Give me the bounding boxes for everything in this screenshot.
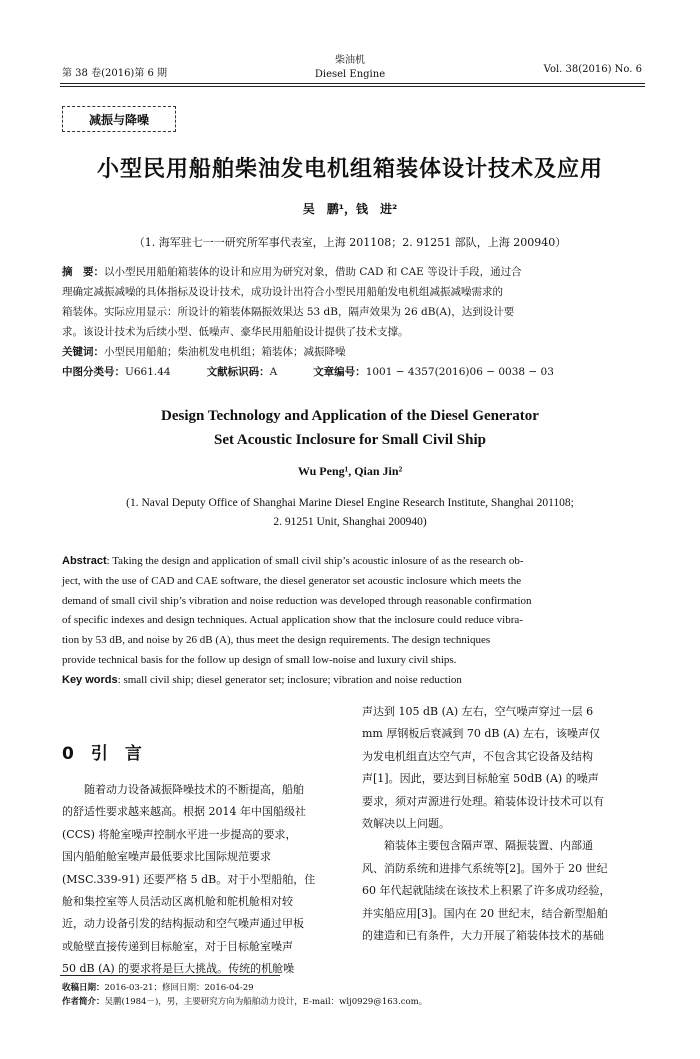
doc-code-value: A [269, 366, 278, 378]
authors-en: Wu Peng¹, Qian Jin² [297, 464, 403, 478]
body-line: 舱和集控室等人员活动区离机舱和舵机舱相对较 [62, 895, 293, 909]
body-line: (MSC.339-91) 还要严格 5 dB。对于小型船舶，住 [62, 872, 316, 886]
footnote [62, 981, 427, 1009]
journal-issue-cn: 第 38 卷(2016)第 6 期 [62, 68, 168, 79]
section-tag: 减振与降噪 [62, 106, 176, 132]
header-rule [60, 83, 645, 84]
abstract-cn-label: 摘 要： [62, 266, 104, 278]
body-line: 50 dB (A) 的要求将是巨大挑战。传统的机舱噪 [62, 962, 295, 976]
keywords-en: : small civil ship; diesel generator set; inclosure; vibration and noise reduction [117, 673, 462, 686]
body-line: mm 厚钢板后衰减到 70 dB (A) 左右，该噪声仅 [362, 727, 600, 741]
author-bio-label: 作者简介： [62, 997, 105, 1007]
body-line: 近，动力设备引发的结构振动和空气噪声通过甲板 [62, 917, 304, 931]
abstract-en-line: demand of small civil ship’s vibration and noise reduction was developed through reasonable confirmation [62, 594, 532, 607]
body-line: 效解决以上问题。 [362, 817, 450, 831]
dates-label: 收稿日期： [62, 983, 105, 993]
abstract-en [62, 552, 644, 691]
body-line: 随着动力设备减振降噪技术的不断提高，船舶 [62, 783, 304, 796]
paper-title-cn: 小型民用船舶柴油发电机组箱装体设计技术及应用 [96, 157, 603, 182]
abstract-cn-line: 以小型民用船舶箱装体的设计和应用为研究对象，借助 CAD 和 CAE 等设计手段，通过合 [104, 266, 522, 278]
clc-label: 中图分类号： [62, 366, 125, 378]
body-line: 60 年代起就陆续在该技术上积累了许多成功经验， [362, 884, 611, 898]
abstract-en-line: tion by 53 dB, and noise by 26 dB (A), thus meet the design requirements. The design techniques [62, 634, 491, 647]
keywords-cn-label: 关键词： [62, 346, 104, 358]
affiliation-en [0, 494, 700, 532]
doc-code-label: 文献标识码： [206, 366, 270, 378]
body-line: 要求，须对声源进行处理。箱装体设计技术可以有 [362, 794, 604, 808]
body-line: 声达到 105 dB (A) 左右，空气噪声穿过一层 6 [362, 705, 594, 718]
abstract-cn-line: 箱装体。实际应用显示：所设计的箱装体隔振效果达 53 dB，隔声效果为 26 dB(A)，达到设计要 [62, 306, 515, 318]
journal-name-cn: 柴油机 [335, 55, 365, 66]
body-right-column [362, 701, 646, 947]
body-line: 国内船舶舱室噪声最低要求比国际规范要求 [62, 850, 271, 864]
body-line: 风、消防系统和进排气系统等[2]。国外于 20 世纪 [362, 861, 608, 875]
abstract-en-line: ject, with the use of CAD and CAE software, the diesel generator set acoustic inclosure which meets the [62, 574, 522, 587]
body-line: 为发电机组直达空气声，不包含其它设备及结构 [362, 749, 593, 763]
body-left-column [62, 735, 346, 981]
body-line: 的建造和已有条件，大力开展了箱装体技术的基础 [362, 929, 604, 943]
title-en-line: Design Technology and Application of the Diesel Generator [161, 408, 539, 424]
affiliation-cn: （1. 海军驻七一一研究所军事代表室，上海 201108；2. 91251 部队，上海 200940） [133, 236, 567, 249]
keywords-cn: 小型民用船舶；柴油机发电机组；箱装体；减振降噪 [104, 346, 346, 358]
body-line: 并实船应用[3]。国内在 20 世纪末，结合新型船舶 [362, 906, 608, 920]
affiliation-en-line: 2. 91251 Unit, Shanghai 200940) [273, 516, 427, 528]
paper-title-en [0, 404, 700, 452]
abstract-en-label: Abstract [62, 555, 107, 567]
header-rule-2 [60, 86, 645, 87]
dates: 2016-03-21；修回日期：2016-04-29 [104, 983, 254, 993]
article-no-value: 1001 − 4357(2016)06 − 0038 − 03 [365, 366, 554, 378]
title-en-line: Set Acoustic Inclosure for Small Civil Ship [214, 432, 486, 448]
body-line: 或舱壁直接传递到目标舱室，对于目标舱室噪声 [62, 939, 293, 953]
footnote-rule [60, 975, 280, 976]
clc-value: U661.44 [125, 366, 171, 378]
abstract-en-line: provide technical basis for the follow up design of small low-noise and luxury civil ships. [62, 653, 457, 666]
author-bio: 吴鹏(1984－)，男，主要研究方向为船舶动力设计，E-mail：wlj0929@163.com。 [104, 997, 428, 1007]
abstract-en-line: : Taking the design and application of small civil ship’s acoustic inlosure of as the research ob- [106, 555, 524, 567]
body-line: 声[1]。因此，要达到目标舱室 50dB (A) 的噪声 [362, 772, 599, 786]
body-line: 箱装体主要包含隔声罩、隔振装置、内部通 [362, 839, 593, 853]
body-line: 的舒适性要求越来越高。根据 2014 年中国船级社 [62, 805, 306, 819]
abstract-cn-line: 理确定减振减噪的具体指标及设计技术，成功设计出符合小型民用船舶发电机组减振减噪需求的 [62, 286, 503, 298]
journal-name-en: Diesel Engine [314, 69, 386, 80]
abstract-en-line: of specific indexes and design techniques. Actual application show that the inclosure could reduce vibra- [62, 614, 523, 627]
abstract-cn-line: 求。该设计技术为后续小型、低噪声、豪华民用船舶设计提供了技术支撑。 [62, 326, 409, 338]
section-heading: 0 引 言 [62, 744, 142, 764]
authors-cn: 吴 鹏¹，钱 进² [302, 202, 398, 216]
article-no-label: 文章编号： [313, 366, 366, 378]
classification-line [62, 362, 644, 382]
body-line: (CCS) 将舱室噪声控制水平进一步提高的要求， [62, 827, 297, 841]
affiliation-en-line: (1. Naval Deputy Office of Shanghai Marine Diesel Engine Research Institute, Shanghai 201108; [126, 497, 574, 509]
keywords-en-label: Key words [62, 673, 118, 686]
abstract-cn [62, 262, 644, 382]
journal-issue-en: Vol. 38(2016) No. 6 [543, 64, 642, 75]
